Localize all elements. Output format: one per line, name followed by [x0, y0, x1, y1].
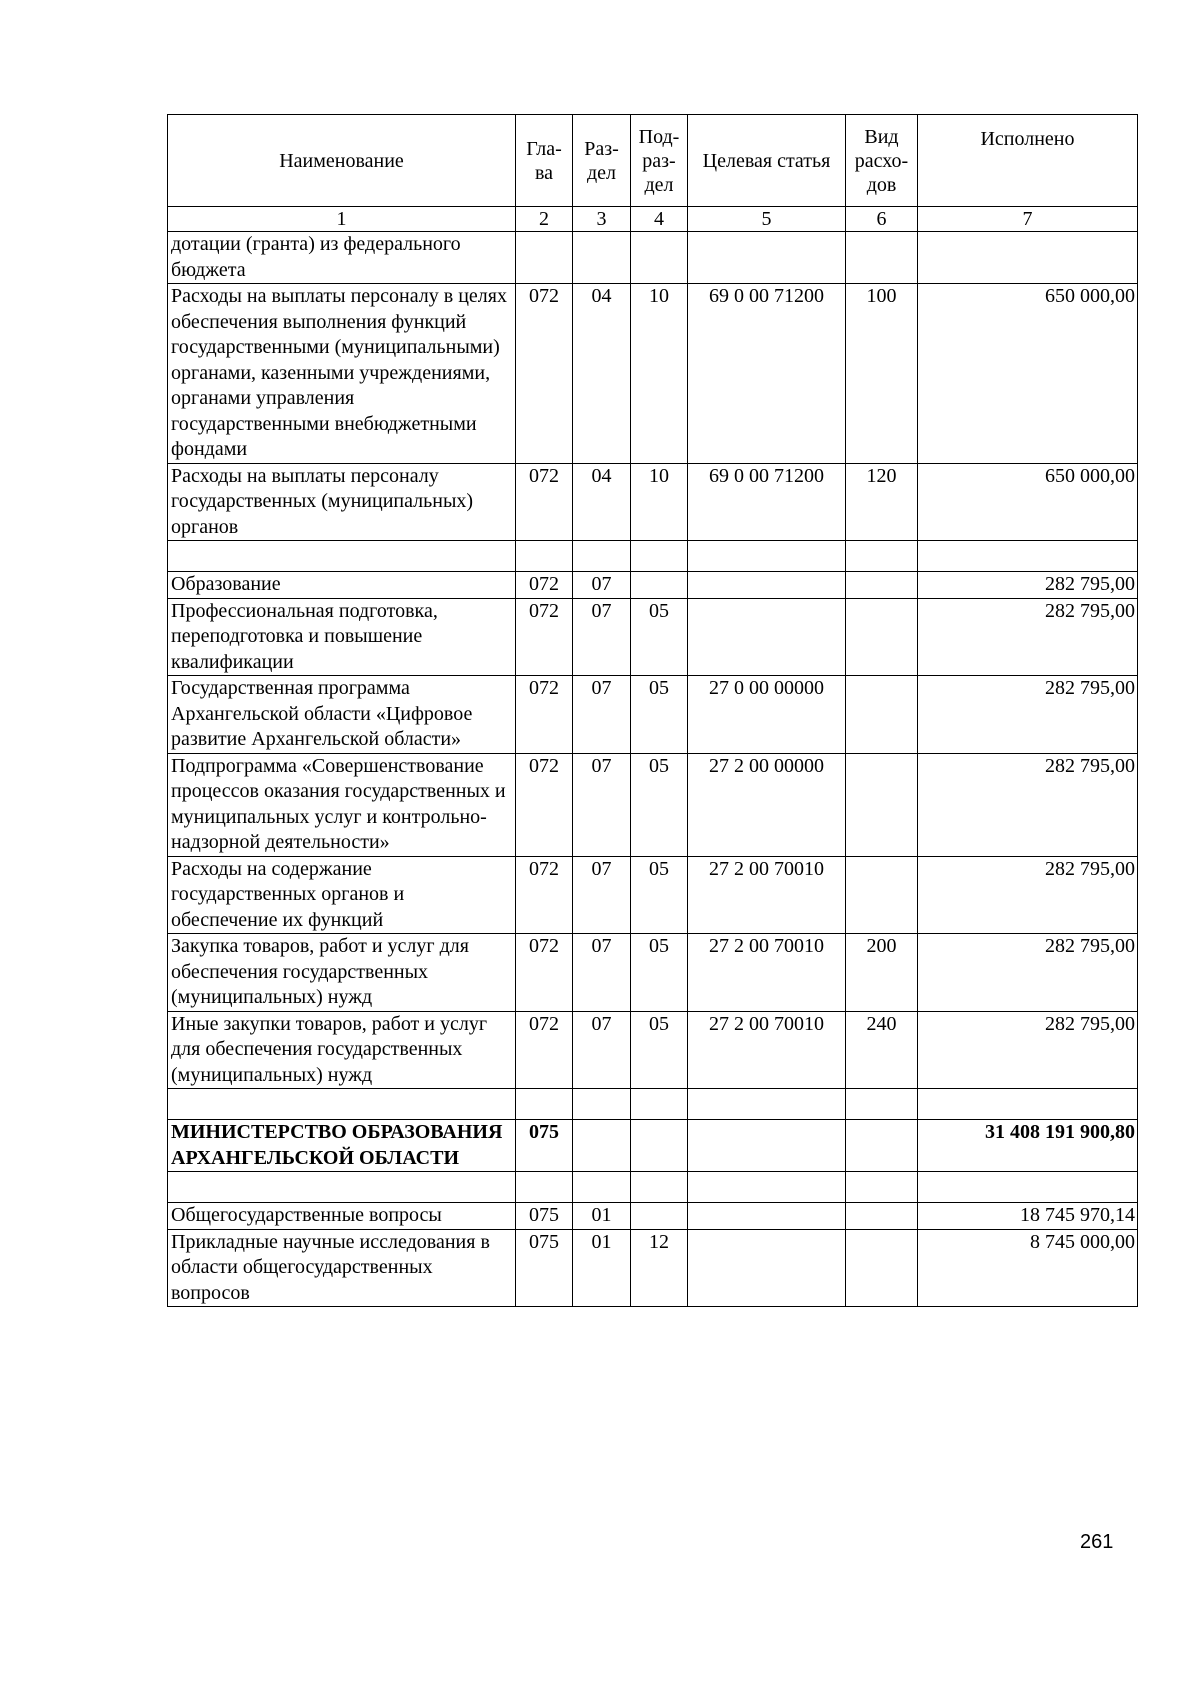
- row-name: Подпрограмма «Совершенствование процессов оказания государственных и муниципальных услуг и контрольно-надзорной деятельности»: [168, 753, 516, 856]
- empty-cell: [631, 1172, 688, 1203]
- row-vid: 200: [846, 934, 918, 1012]
- row-vid: [846, 598, 918, 676]
- row-amount: 282 795,00: [918, 1011, 1138, 1089]
- empty-cell: [918, 1089, 1138, 1120]
- row-target: 27 2 00 70010: [688, 1011, 846, 1089]
- row-name: Расходы на выплаты персоналу государственных (муниципальных) органов: [168, 463, 516, 541]
- row-podrazdel: 12: [631, 1229, 688, 1307]
- header-razdel: [573, 115, 631, 207]
- row-amount: 650 000,00: [918, 463, 1138, 541]
- table-row: [168, 284, 1138, 464]
- row-podrazdel: 05: [631, 753, 688, 856]
- row-glava: 072: [516, 572, 573, 599]
- row-target: 27 2 00 70010: [688, 934, 846, 1012]
- row-glava: 072: [516, 934, 573, 1012]
- row-razdel: 01: [573, 1229, 631, 1307]
- row-vid: [846, 1229, 918, 1307]
- row-amount: 18 745 970,14: [918, 1203, 1138, 1230]
- row-name: дотации (гранта) из федерального бюджета: [168, 232, 516, 284]
- empty-cell: [168, 1172, 516, 1203]
- empty-cell: [168, 1089, 516, 1120]
- header-target-label: Целевая статья: [702, 149, 831, 172]
- budget-table: [167, 114, 1138, 1307]
- row-razdel: [573, 232, 631, 284]
- row-vid: 100: [846, 284, 918, 464]
- row-amount: 650 000,00: [918, 284, 1138, 464]
- row-vid: [846, 676, 918, 754]
- row-vid: [846, 1120, 918, 1172]
- column-number: 6: [846, 207, 918, 232]
- row-razdel: 07: [573, 856, 631, 934]
- row-amount: 8 745 000,00: [918, 1229, 1138, 1307]
- row-vid: [846, 232, 918, 284]
- row-glava: [516, 232, 573, 284]
- spacer-row: [168, 1172, 1138, 1203]
- row-glava: 072: [516, 598, 573, 676]
- header-glava: [516, 115, 573, 207]
- row-name: Расходы на содержание государственных органов и обеспечение их функций: [168, 856, 516, 934]
- page-number: 261: [1080, 1531, 1114, 1553]
- table-row: [168, 676, 1138, 754]
- row-glava: 072: [516, 463, 573, 541]
- column-number: 5: [688, 207, 846, 232]
- header-row: [168, 115, 1138, 207]
- header-vid: [846, 115, 918, 207]
- row-name: Государственная программа Архангельской области «Цифровое развитие Архангельской области»: [168, 676, 516, 754]
- row-amount: 282 795,00: [918, 856, 1138, 934]
- row-razdel: 04: [573, 284, 631, 464]
- row-razdel: 07: [573, 572, 631, 599]
- header-target: [688, 115, 846, 207]
- row-amount: 282 795,00: [918, 572, 1138, 599]
- empty-cell: [688, 1172, 846, 1203]
- row-razdel: 07: [573, 1011, 631, 1089]
- empty-cell: [631, 541, 688, 572]
- row-podrazdel: [631, 1120, 688, 1172]
- row-amount: [918, 232, 1138, 284]
- row-glava: 072: [516, 856, 573, 934]
- row-target: 27 0 00 00000: [688, 676, 846, 754]
- row-podrazdel: 10: [631, 284, 688, 464]
- row-razdel: 07: [573, 934, 631, 1012]
- table-row: [168, 753, 1138, 856]
- row-glava: 075: [516, 1229, 573, 1307]
- row-podrazdel: [631, 232, 688, 284]
- row-glava: 072: [516, 676, 573, 754]
- row-podrazdel: [631, 572, 688, 599]
- row-amount: 282 795,00: [918, 598, 1138, 676]
- table-row: [168, 856, 1138, 934]
- row-name: Прикладные научные исследования в области общегосударственных вопросов: [168, 1229, 516, 1307]
- row-target: [688, 1229, 846, 1307]
- row-vid: 240: [846, 1011, 918, 1089]
- row-razdel: 07: [573, 676, 631, 754]
- row-target: [688, 1203, 846, 1230]
- row-vid: [846, 753, 918, 856]
- row-target: [688, 572, 846, 599]
- table-row: [168, 232, 1138, 284]
- table-body: [168, 232, 1138, 1307]
- empty-cell: [631, 1089, 688, 1120]
- row-vid: 120: [846, 463, 918, 541]
- column-number-row: [168, 207, 1138, 232]
- header-podrazdel: [631, 115, 688, 207]
- column-number: 3: [573, 207, 631, 232]
- header-amount-label: Исполнено: [980, 128, 1075, 150]
- row-razdel: [573, 1120, 631, 1172]
- empty-cell: [846, 541, 918, 572]
- row-target: [688, 232, 846, 284]
- empty-cell: [918, 1172, 1138, 1203]
- table-row: [168, 1229, 1138, 1307]
- header-glava-label: Гла- ва: [526, 137, 562, 184]
- empty-cell: [573, 541, 631, 572]
- row-glava: 072: [516, 1011, 573, 1089]
- table-row: [168, 1120, 1138, 1172]
- table-row: [168, 1011, 1138, 1089]
- table-row: [168, 934, 1138, 1012]
- empty-cell: [846, 1172, 918, 1203]
- row-podrazdel: 05: [631, 676, 688, 754]
- header-vid-label: Вид расхо- дов: [854, 125, 909, 196]
- row-target: 69 0 00 71200: [688, 284, 846, 464]
- table-row: [168, 572, 1138, 599]
- empty-cell: [846, 1089, 918, 1120]
- row-name: Образование: [168, 572, 516, 599]
- table-row: [168, 598, 1138, 676]
- row-name: Общегосударственные вопросы: [168, 1203, 516, 1230]
- header-razdel-label: Раз- дел: [584, 137, 619, 184]
- row-name: МИНИСТЕРСТВО ОБРАЗОВАНИЯ АРХАНГЕЛЬСКОЙ ОБЛАСТИ: [168, 1120, 516, 1172]
- row-glava: 072: [516, 753, 573, 856]
- row-vid: [846, 572, 918, 599]
- header-name-label: Наименование: [279, 149, 404, 172]
- row-podrazdel: 05: [631, 598, 688, 676]
- header-amount: [918, 115, 1138, 207]
- row-podrazdel: 05: [631, 856, 688, 934]
- column-number: 7: [918, 207, 1138, 232]
- column-number: 1: [168, 207, 516, 232]
- row-target: 69 0 00 71200: [688, 463, 846, 541]
- row-vid: [846, 1203, 918, 1230]
- row-vid: [846, 856, 918, 934]
- empty-cell: [573, 1089, 631, 1120]
- row-amount: 282 795,00: [918, 934, 1138, 1012]
- row-glava: 072: [516, 284, 573, 464]
- row-podrazdel: 05: [631, 1011, 688, 1089]
- row-razdel: 01: [573, 1203, 631, 1230]
- row-target: 27 2 00 00000: [688, 753, 846, 856]
- empty-cell: [688, 1089, 846, 1120]
- header-name: [168, 115, 516, 207]
- row-razdel: 07: [573, 753, 631, 856]
- empty-cell: [516, 541, 573, 572]
- row-podrazdel: [631, 1203, 688, 1230]
- header-podrazdel-label: Под- раз- дел: [638, 125, 680, 196]
- empty-cell: [688, 541, 846, 572]
- spacer-row: [168, 1089, 1138, 1120]
- row-amount: 282 795,00: [918, 676, 1138, 754]
- row-razdel: 04: [573, 463, 631, 541]
- column-number: 2: [516, 207, 573, 232]
- empty-cell: [573, 1172, 631, 1203]
- row-glava: 075: [516, 1120, 573, 1172]
- row-amount: 282 795,00: [918, 753, 1138, 856]
- row-target: 27 2 00 70010: [688, 856, 846, 934]
- row-name: Иные закупки товаров, работ и услуг для обеспечения государственных (муниципальных) нужд: [168, 1011, 516, 1089]
- row-podrazdel: 10: [631, 463, 688, 541]
- row-glava: 075: [516, 1203, 573, 1230]
- row-podrazdel: 05: [631, 934, 688, 1012]
- row-razdel: 07: [573, 598, 631, 676]
- row-name: Расходы на выплаты персоналу в целях обеспечения выполнения функций государственными (муниципальными) органами, казенными учреждениями, органами управления государственными внебюджетными фондами: [168, 284, 516, 464]
- spacer-row: [168, 541, 1138, 572]
- empty-cell: [516, 1089, 573, 1120]
- row-name: Закупка товаров, работ и услуг для обеспечения государственных (муниципальных) нужд: [168, 934, 516, 1012]
- empty-cell: [168, 541, 516, 572]
- row-name: Профессиональная подготовка, переподготовка и повышение квалификации: [168, 598, 516, 676]
- column-number: 4: [631, 207, 688, 232]
- row-target: [688, 598, 846, 676]
- row-target: [688, 1120, 846, 1172]
- empty-cell: [516, 1172, 573, 1203]
- empty-cell: [918, 541, 1138, 572]
- row-amount: 31 408 191 900,80: [918, 1120, 1138, 1172]
- table-row: [168, 1203, 1138, 1230]
- table-row: [168, 463, 1138, 541]
